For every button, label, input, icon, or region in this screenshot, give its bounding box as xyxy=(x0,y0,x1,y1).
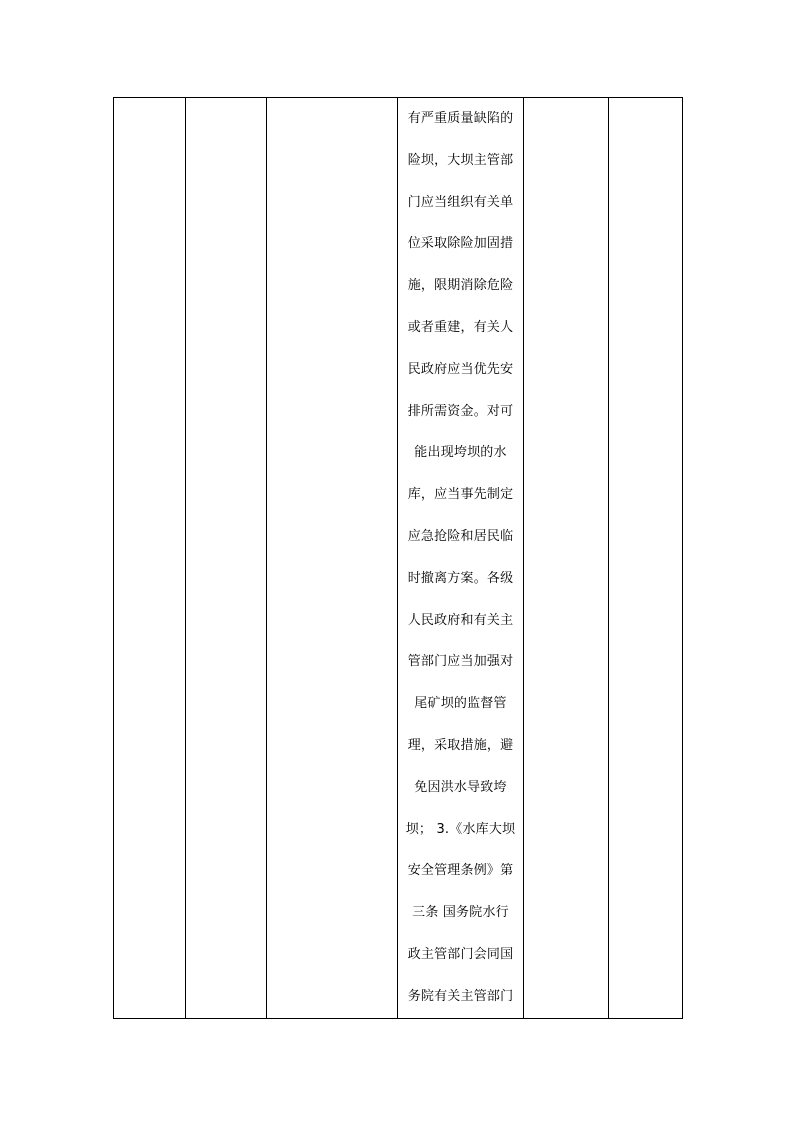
text-line: 政主管部门会同国 xyxy=(407,946,514,962)
text-line: 险坝，大坝主管部 xyxy=(407,152,514,168)
text-line: 三条 国务院水行 xyxy=(412,905,509,921)
text-line: 民政府应当优先安 xyxy=(407,361,514,377)
document-table xyxy=(113,97,683,1019)
text-line: 坝； 3.《水库大坝 xyxy=(405,821,516,837)
text-line: 门应当组织有关单 xyxy=(407,194,514,210)
regulation-text-cell xyxy=(398,98,524,1019)
text-line: 人民政府和有关主 xyxy=(407,612,514,628)
text-line: 或者重建，有关人 xyxy=(407,319,514,335)
table-cell-col-5 xyxy=(524,98,609,1019)
table-cell-col-1 xyxy=(114,98,186,1019)
text-line: 有严重质量缺陷的 xyxy=(407,111,514,126)
text-line: 管部门应当加强对 xyxy=(407,654,514,670)
table-row xyxy=(114,98,683,1019)
text-line: 能出现垮坝的水 xyxy=(414,445,507,461)
text-line: 施，限期消除危险 xyxy=(407,278,514,294)
text-line: 位采取除险加固措 xyxy=(407,236,514,252)
text-line: 时撤离方案。各级 xyxy=(407,570,514,586)
text-line: 安全管理条例》第 xyxy=(407,863,514,879)
text-line: 理，采取措施，避 xyxy=(407,737,514,753)
text-line: 库，应当事先制定 xyxy=(407,487,514,503)
table-cell-col-3 xyxy=(267,98,398,1019)
text-line: 尾矿坝的监督管 xyxy=(414,696,507,712)
text-line: 应急抢险和居民临 xyxy=(407,528,514,544)
table-cell-col-6 xyxy=(609,98,683,1019)
text-line: 务院有关主管部门 xyxy=(407,988,514,1004)
table-cell-col-2 xyxy=(186,98,267,1019)
text-line: 排所需资金。对可 xyxy=(407,403,514,419)
text-line: 免因洪水导致垮 xyxy=(414,779,507,795)
